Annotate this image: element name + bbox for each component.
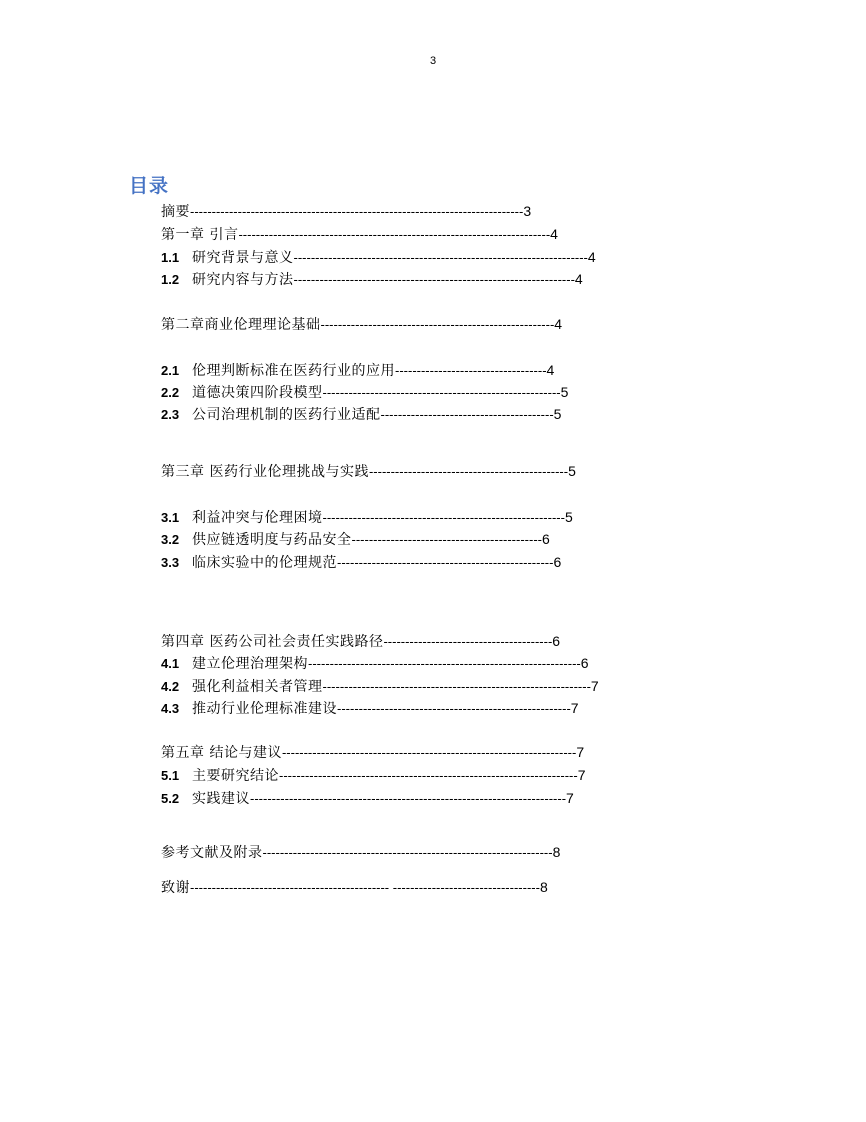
toc-entry-page: 5: [568, 463, 576, 479]
toc-entry-page: 7: [577, 767, 586, 783]
toc-entry-page: 7: [570, 700, 579, 716]
toc-entry-label: 摘要: [161, 204, 190, 220]
toc-entry-page: 8: [539, 879, 548, 895]
toc-entry-leader: ------------------------------------------------------: [337, 701, 571, 716]
toc-entry-number: 3.2: [161, 532, 180, 547]
toc-entry-leader: ---------------------------------------: [383, 634, 553, 649]
toc-entry-leader: --------------------------------------------------------------: [322, 679, 591, 694]
toc-entry-number: 1.1: [161, 250, 180, 265]
toc-entry[interactable]: [161, 788, 574, 808]
toc-entry-label: 建立伦理治理架构: [192, 656, 308, 672]
toc-entry-leader: -----------------------------------: [395, 363, 547, 378]
toc-entry-page: 4: [554, 316, 563, 332]
toc-entry-label: 供应链透明度与药品安全: [192, 532, 352, 548]
toc-entry-number: 5.1: [161, 768, 180, 783]
toc-entry-label: 研究内容与方法: [192, 272, 294, 288]
toc-entry-label: 公司治理机制的医药行业适配: [192, 407, 381, 423]
toc-entry-label: 研究背景与意义: [192, 250, 294, 266]
toc-entry[interactable]: [161, 877, 548, 897]
toc-entry-leader: --------------------------------------------: [351, 532, 542, 547]
toc-entry-leader: ------------------------------------------------------------------------: [238, 227, 551, 242]
toc-entry[interactable]: [161, 360, 554, 380]
toc-entry-page: 6: [541, 531, 550, 547]
toc-entry[interactable]: [161, 765, 586, 785]
toc-entry-page: 6: [580, 655, 589, 671]
toc-entry-label: 第三章 医药行业伦理挑战与实践: [161, 464, 369, 480]
toc-entry-page: 4: [587, 249, 596, 265]
toc-entry[interactable]: [161, 269, 583, 289]
toc-entry[interactable]: [161, 247, 596, 267]
toc-entry-label: 利益冲突与伦理困境: [192, 510, 323, 526]
toc-entry-label: 临床实验中的伦理规范: [192, 555, 337, 571]
toc-entry[interactable]: [161, 676, 599, 696]
toc-entry-page: 4: [546, 362, 555, 378]
toc-entry[interactable]: [161, 842, 560, 862]
toc-title: 目录: [129, 175, 170, 197]
toc-entry-leader: ---------------------------------------------------------------------: [279, 768, 578, 783]
toc-entry-page: 6: [552, 633, 561, 649]
toc-entry[interactable]: [161, 552, 561, 572]
toc-entry-page: 5: [564, 509, 573, 525]
toc-entry-label: 第五章 结论与建议: [161, 745, 282, 761]
toc-entry-page: 5: [560, 384, 569, 400]
page-number: 3: [429, 55, 437, 67]
toc-entry-page: 4: [550, 226, 558, 242]
toc-entry-number: 4.1: [161, 656, 180, 671]
toc-entry-leader: -------------------------------------------------------------------------: [250, 791, 567, 806]
toc-entry-number: 1.2: [161, 272, 180, 287]
toc-entry-number: 5.2: [161, 791, 180, 806]
toc-entry-number: 3.1: [161, 510, 180, 525]
toc-entry-label: 主要研究结论: [192, 768, 279, 784]
toc-entry-page: 5: [553, 406, 562, 422]
toc-entry[interactable]: [161, 314, 562, 334]
toc-entry-number: 4.3: [161, 701, 180, 716]
toc-entry[interactable]: [161, 653, 589, 673]
toc-entry[interactable]: [161, 631, 560, 651]
toc-entry-page: 4: [574, 271, 583, 287]
toc-entry-page: 3: [523, 203, 532, 219]
toc-entry-page: 7: [566, 790, 574, 806]
toc-entry[interactable]: [161, 404, 561, 424]
toc-entry-label: 第一章 引言: [161, 227, 239, 243]
toc-entry-leader: ---------------------------------------------- ----------------------------------: [190, 880, 540, 895]
toc-entry[interactable]: [161, 742, 584, 762]
toc-entry-leader: --------------------------------------------------------: [322, 510, 565, 525]
toc-entry-number: 2.2: [161, 385, 180, 400]
toc-entry[interactable]: [161, 507, 573, 527]
toc-entry-page: 7: [590, 678, 599, 694]
toc-entry-label: 道德决策四阶段模型: [192, 385, 323, 401]
toc-entry-leader: --------------------------------------------------------------------: [293, 250, 588, 265]
toc-entry-number: 2.1: [161, 363, 180, 378]
toc-entry-label: 参考文献及附录: [161, 845, 263, 861]
toc-entry-label: 致谢: [161, 880, 190, 896]
toc-entry-leader: ---------------------------------------------------------------: [308, 656, 581, 671]
toc-entry-leader: -----------------------------------------------------------------: [293, 272, 575, 287]
toc-entry-number: 3.3: [161, 555, 180, 570]
toc-entry-label: 第四章 医药公司社会责任实践路径: [161, 634, 384, 650]
toc-entry-label: 伦理判断标准在医药行业的应用: [192, 363, 395, 379]
toc-entry-number: 4.2: [161, 679, 180, 694]
toc-entry-leader: -------------------------------------------------------: [322, 385, 561, 400]
toc-entry-label: 实践建议: [192, 791, 250, 807]
toc-entry-leader: --------------------------------------------------------------------: [281, 745, 577, 760]
toc-entry-leader: ----------------------------------------: [380, 407, 554, 422]
toc-entry-leader: ------------------------------------------------------: [320, 317, 555, 332]
toc-entry-leader: ----------------------------------------------: [368, 464, 569, 479]
toc-entry-leader: -----------------------------------------------------------------------------: [190, 204, 524, 219]
toc-entry[interactable]: [161, 698, 579, 718]
toc-entry[interactable]: [161, 201, 531, 221]
toc-entry-page: 7: [576, 744, 585, 760]
toc-entry[interactable]: [161, 382, 568, 402]
toc-entry-leader: --------------------------------------------------: [337, 555, 554, 570]
toc-entry[interactable]: [161, 461, 576, 481]
toc-entry-leader: -------------------------------------------------------------------: [262, 845, 553, 860]
toc-entry-page: 6: [553, 554, 562, 570]
toc-entry[interactable]: [161, 529, 550, 549]
toc-entry-label: 推动行业伦理标准建设: [192, 701, 337, 717]
toc-entry[interactable]: [161, 224, 558, 244]
toc-entry-label: 强化利益相关者管理: [192, 679, 323, 695]
toc-entry-label: 第二章商业伦理理论基础: [161, 317, 321, 333]
toc-entry-number: 2.3: [161, 407, 180, 422]
toc-entry-page: 8: [552, 844, 561, 860]
